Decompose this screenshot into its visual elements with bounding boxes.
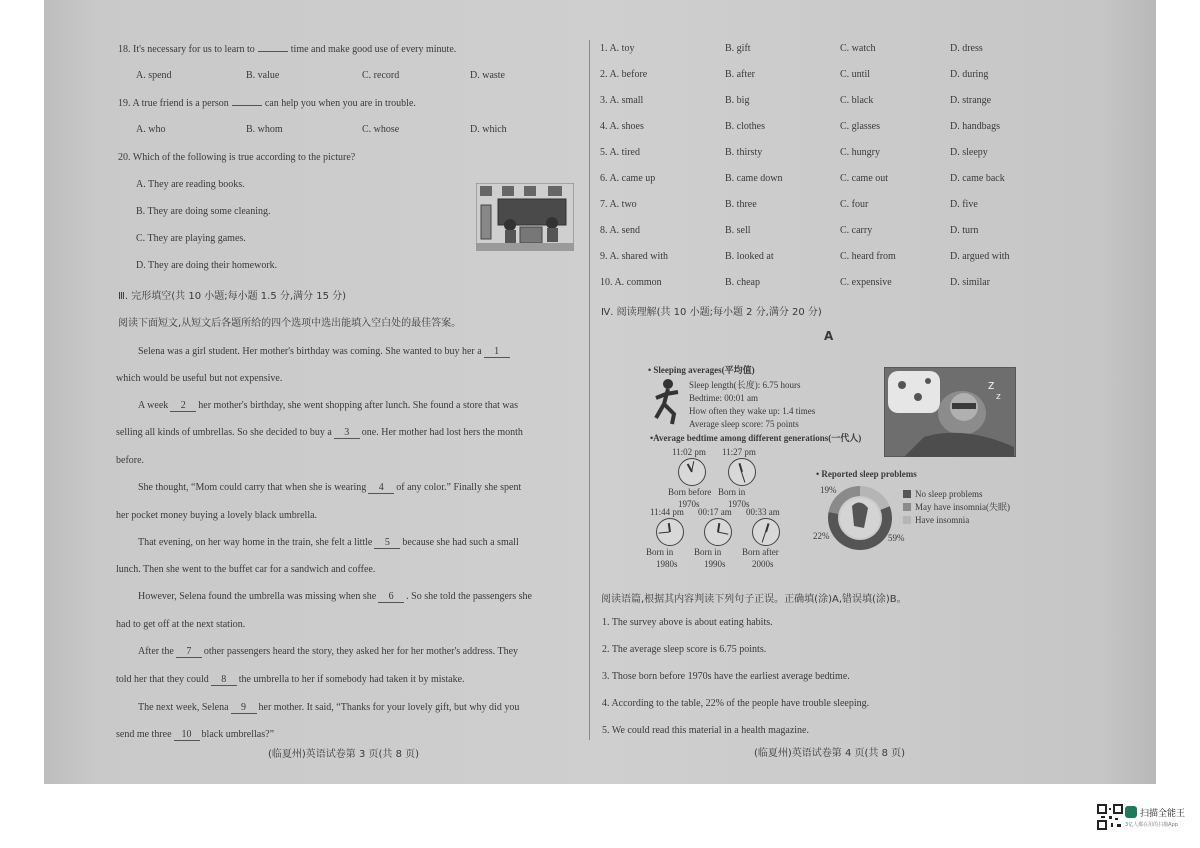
clock-minute-hand — [717, 532, 728, 535]
passage-line — [116, 729, 274, 741]
blank-number: 10 — [174, 729, 200, 741]
question-20-option-d: D. They are doing their homework. — [136, 260, 278, 271]
generation-time: 11:27 pm — [722, 447, 756, 457]
passage-text: She thought, “Mom could carry that when she is wearing — [138, 482, 367, 493]
true-false-instructions: 阅读语篇,根据其内容判读下列句子正误。正确填(涂)A,错误填(涂)B。 — [601, 594, 907, 605]
svg-text:z: z — [996, 392, 1001, 402]
cloze-option: C. until — [840, 69, 871, 80]
clock-icon — [752, 518, 780, 546]
sleep-length: Sleep length(长度): 6.75 hours — [689, 380, 801, 390]
cloze-option: 5. A. tired — [600, 147, 640, 158]
cloze-option: D. came back — [950, 173, 1005, 184]
cloze-option: D. handbags — [950, 121, 1000, 132]
qr-code-icon — [1097, 804, 1123, 830]
legend-swatch — [903, 503, 911, 511]
wake-up-frequency: How often they wake up: 1.4 times — [689, 406, 816, 416]
clock-hour-hand — [765, 523, 769, 532]
passage-line — [116, 510, 317, 521]
generation-label: Born before — [668, 487, 712, 497]
cloze-option: B. after — [725, 69, 755, 80]
cloze-option: C. carry — [840, 225, 873, 236]
cloze-option: C. four — [840, 199, 869, 210]
question-19-option-d: D. which — [470, 124, 507, 135]
sleep-problems-title: • Reported sleep problems — [816, 469, 917, 479]
passage-text: told her that they could — [116, 674, 209, 685]
cloze-option: B. cheap — [725, 277, 760, 288]
camscanner-logo-icon — [1125, 806, 1137, 818]
generation-decade: 1970s — [678, 499, 700, 509]
question-18-option-c: C. record — [362, 70, 400, 81]
passage-line — [116, 619, 245, 630]
generation-label: Born in — [646, 547, 674, 557]
cloze-option: 1. A. toy — [600, 43, 635, 54]
legend-label: Have insomnia — [915, 515, 970, 525]
clock-icon — [704, 518, 732, 546]
bedtime-average: Bedtime: 00:01 am — [689, 393, 758, 403]
average-sleep-score: Average sleep score: 75 points — [689, 419, 799, 429]
passage-text: other passengers heard the story, they asked her for her mother's address. They — [203, 646, 519, 657]
legend-label: No sleep problems — [915, 489, 983, 499]
passage-line — [138, 346, 512, 358]
true-false-statement: 1. The survey above is about eating habits. — [602, 617, 773, 628]
generation-time: 00:17 am — [698, 507, 732, 517]
cloze-option: D. argued with — [950, 251, 1010, 262]
blank-number: 6 — [378, 591, 404, 603]
blank-number: 7 — [176, 646, 202, 658]
cloze-option: 7. A. two — [600, 199, 637, 210]
blank-number: 4 — [368, 482, 394, 494]
passage-text: Selena was a girl student. Her mother's birthday was coming. She wanted to buy her a — [138, 346, 482, 357]
passage-line — [138, 482, 521, 494]
cloze-option: B. three — [725, 199, 757, 210]
page-3-footer: (临夏州)英语试卷第 3 页(共 8 页) — [268, 749, 420, 760]
cloze-option: D. turn — [950, 225, 979, 236]
passage-text: The next week, Selena — [138, 702, 229, 713]
page-4-footer: (临夏州)英语试卷第 4 页(共 8 页) — [754, 748, 906, 759]
blank-number: 8 — [211, 674, 237, 686]
cloze-option: 8. A. send — [600, 225, 640, 236]
cloze-option: C. hungry — [840, 147, 880, 158]
cloze-option: B. came down — [725, 173, 783, 184]
clock-icon — [656, 518, 684, 546]
generation-label: Born after — [742, 547, 779, 557]
scanner-label: 扫描全能王 — [1140, 809, 1186, 819]
donut-label-may-have-insomnia: 22% — [813, 531, 830, 541]
section-4-title: Ⅳ. 阅读理解(共 10 小题;每小题 2 分,满分 20 分) — [601, 307, 822, 318]
legend-swatch — [903, 490, 911, 498]
cloze-option: 2. A. before — [600, 69, 648, 80]
column-divider — [589, 40, 590, 740]
true-false-statement: 4. According to the table, 22% of the people have trouble sleeping. — [602, 698, 870, 709]
passage-text: before. — [116, 455, 145, 466]
generation-time: 11:02 pm — [672, 447, 706, 457]
passage-line — [138, 537, 519, 549]
cloze-option: B. looked at — [725, 251, 774, 262]
cloze-option: D. strange — [950, 95, 992, 106]
cloze-option: B. gift — [725, 43, 751, 54]
cloze-option: 4. A. shoes — [600, 121, 644, 132]
question-20: 20. Which of the following is true according to the picture? — [118, 152, 356, 163]
bedtime-generations-title: •Average bedtime among different generations(一代人) — [650, 433, 862, 443]
question-18-option-d: D. waste — [470, 70, 505, 81]
cloze-option: C. expensive — [840, 277, 892, 288]
cloze-option: B. sell — [725, 225, 751, 236]
passage-text: A week — [138, 400, 169, 411]
blank-number: 3 — [334, 427, 360, 439]
question-20-option-b: B. They are doing some cleaning. — [136, 206, 271, 217]
passage-text: her mother's birthday, she went shopping after lunch. She found a store that was — [198, 400, 518, 411]
passage-text: the umbrella to her if somebody had taken it by mistake. — [238, 674, 465, 685]
section-3-instructions: 阅读下面短文,从短文后各题所给的四个选项中选出能填入空白处的最佳答案。 — [118, 318, 462, 329]
passage-text: one. Her mother had lost hers the month — [361, 427, 523, 438]
cloze-option: 6. A. came up — [600, 173, 656, 184]
passage-line — [116, 373, 282, 384]
generation-decade: 2000s — [752, 559, 774, 569]
clock-minute-hand — [762, 532, 766, 543]
passage-line — [138, 646, 518, 658]
cloze-option: 9. A. shared with — [600, 251, 669, 262]
passage-text: of any color.” Finally she spent — [396, 482, 522, 493]
passage-line — [116, 564, 375, 575]
generation-time: 00:33 am — [746, 507, 780, 517]
cloze-option: C. glasses — [840, 121, 880, 132]
generation-decade: 1990s — [704, 559, 726, 569]
passage-line — [138, 400, 518, 412]
clock-minute-hand — [741, 472, 745, 483]
cloze-option: D. dress — [950, 43, 983, 54]
cloze-option: B. clothes — [725, 121, 765, 132]
classroom-cleaning-illustration — [476, 183, 574, 251]
generation-label: Born in — [718, 487, 746, 497]
blank-number: 1 — [484, 346, 510, 358]
generation-decade: 1970s — [728, 499, 750, 509]
cloze-option: 3. A. small — [600, 95, 644, 106]
passage-line — [138, 702, 519, 714]
cloze-option: D. five — [950, 199, 978, 210]
legend-label: May have insomnia(失眠) — [915, 502, 1010, 512]
cloze-option: C. watch — [840, 43, 876, 54]
clock-minute-hand — [691, 461, 694, 472]
passage-line — [138, 591, 532, 603]
clock-minute-hand — [659, 532, 670, 534]
passage-text: . So she told the passengers she — [406, 591, 532, 602]
blank-number: 5 — [374, 537, 400, 549]
question-19-option-a: A. who — [136, 124, 166, 135]
generation-label: Born in — [694, 547, 722, 557]
passage-text: black umbrellas?” — [201, 729, 275, 740]
question-20-option-c: C. They are playing games. — [136, 233, 246, 244]
passage-text: her mother. It said, “Thanks for your lovely gift, but why did you — [258, 702, 520, 713]
passage-text: had to get off at the next station. — [116, 619, 246, 630]
cloze-option: B. thirsty — [725, 147, 763, 158]
question-19: 19. A true friend is a person can help you when you are in trouble. — [118, 98, 416, 109]
svg-text:z: z — [988, 378, 995, 392]
legend-swatch — [903, 516, 911, 524]
question-18-option-b: B. value — [246, 70, 280, 81]
cloze-option: C. heard from — [840, 251, 896, 262]
sleeping-person-illustration — [884, 367, 1016, 457]
passage-text: send me three — [116, 729, 172, 740]
cloze-option: C. came out — [840, 173, 889, 184]
question-18-option-a: A. spend — [136, 70, 172, 81]
running-man-icon — [648, 378, 684, 426]
true-false-statement: 3. Those born before 1970s have the earliest average bedtime. — [602, 671, 850, 682]
passage-a-label: A — [824, 329, 834, 343]
cloze-option: D. similar — [950, 277, 990, 288]
question-19-option-b: B. whom — [246, 124, 283, 135]
true-false-statement: 2. The average sleep score is 6.75 points. — [602, 644, 767, 655]
passage-line — [116, 427, 523, 439]
donut-label-have-insomnia: 19% — [820, 485, 837, 495]
cloze-option: 10. A. common — [600, 277, 662, 288]
generation-time: 11:44 pm — [650, 507, 684, 517]
blank-number: 9 — [231, 702, 257, 714]
clock-icon — [728, 458, 756, 486]
passage-text: her pocket money buying a lovely black umbrella. — [116, 510, 318, 521]
passage-line — [116, 674, 465, 686]
cloze-option: D. sleepy — [950, 147, 988, 158]
question-18: 18. It's necessary for us to learn to time and make good use of every minute. — [118, 44, 457, 55]
generation-decade: 1980s — [656, 559, 678, 569]
cloze-option: C. black — [840, 95, 874, 106]
passage-text: which would be useful but not expensive. — [116, 373, 283, 384]
donut-label-no-problems: 59% — [888, 533, 905, 543]
cloze-option: B. big — [725, 95, 750, 106]
blank-number: 2 — [170, 400, 196, 412]
section-3-title: Ⅲ. 完形填空(共 10 小题;每小题 1.5 分,满分 15 分) — [118, 291, 347, 302]
true-false-statement: 5. We could read this material in a health magazine. — [602, 725, 809, 736]
passage-text: However, Selena found the umbrella was missing when she — [138, 591, 377, 602]
scanner-sublabel: 3亿人都在用的扫描App — [1125, 822, 1178, 828]
sleeping-averages-title: • Sleeping averages(平均值) — [648, 365, 755, 375]
passage-text: After the — [138, 646, 174, 657]
passage-text: selling all kinds of umbrellas. So she decided to buy a — [116, 427, 332, 438]
passage-text: That evening, on her way home in the train, she felt a little — [138, 537, 373, 548]
clock-icon — [678, 458, 706, 486]
question-20-option-a: A. They are reading books. — [136, 179, 245, 190]
passage-text: lunch. Then she went to the buffet car for a sandwich and coffee. — [116, 564, 376, 575]
cloze-option: D. during — [950, 69, 989, 80]
passage-text: because she had such a small — [402, 537, 519, 548]
passage-line — [116, 455, 144, 466]
question-19-option-c: C. whose — [362, 124, 400, 135]
